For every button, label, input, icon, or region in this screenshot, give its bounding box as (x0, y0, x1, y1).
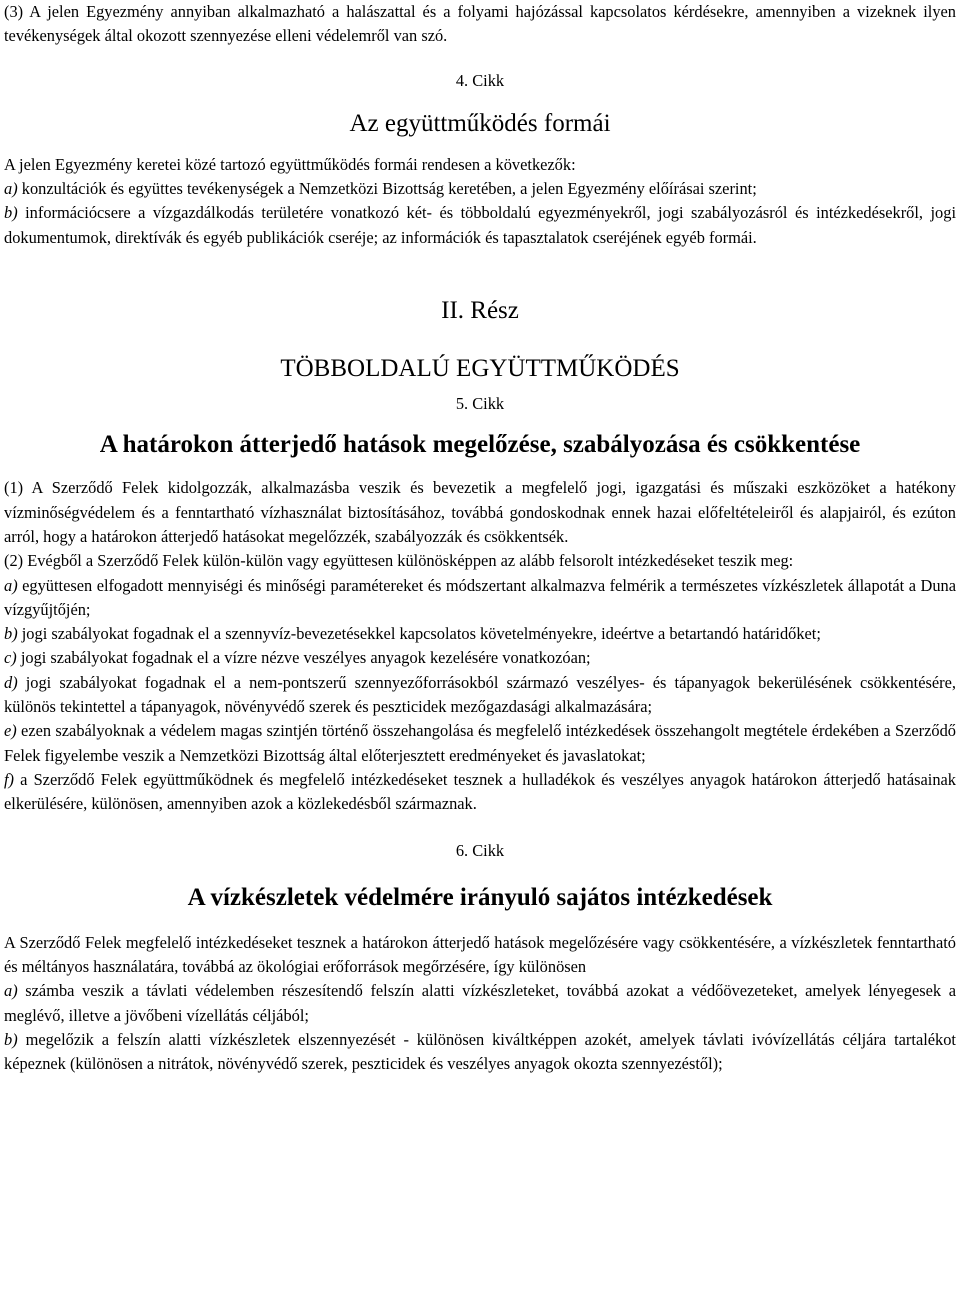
article-4-label: 4. Cikk (455, 70, 505, 90)
item-text: megelőzik a felszín alatti vízkészletek elszennyezését - különösen kiváltképpen azokét, amelyek távlati ivóvízellátás céljára tartalékot képeznek (különösen a nitrátok, növényvédő szerek, peszticidek és veszélyes anyagok okozta szennyezéstől); (4, 1030, 956, 1074)
part-2-title: TÖBBOLDALÚ EGYÜTTMŰKÖDÉS (280, 355, 680, 383)
item-text: jogi szabályokat fogadnak el a szennyvíz-bevezetésekkel kapcsolatos követelményekre, ideértve a betartandó határidőket; (17, 624, 821, 644)
item-marker: a) (4, 981, 18, 1001)
item-marker: b) (4, 203, 18, 223)
item-text: ezen szabályoknak a védelem magas szintjén történő összehangolása és megfelelő intézkedések összehangolt megtétele érdekében a Szerződő Felek figyelembe veszik a Nemzetközi Bizottság által előterjesztett eredményeket és javaslatokat; (4, 721, 956, 765)
item-marker: a) (4, 179, 18, 199)
article-6-title: A vízkészletek védelmére irányuló sajátos intézkedések (187, 883, 773, 911)
item-text: jogi szabályokat fogadnak el a nem-pontszerű szennyezőforrásokból származó veszélyes- és tápanyagok bekerülésének csökkentésére, különös tekintettel a tápanyagok, növényvédő szerek és peszticidek mezőgazdasági alkalmazására; (4, 672, 956, 717)
item-marker: f) (4, 769, 15, 789)
item-marker: b) (4, 624, 18, 644)
article-5-title: A határokon átterjedő hatások megelőzése, szabályozása és csökkentése (99, 431, 861, 459)
article-4-lead: A jelen Egyezmény keretei közé tartozó együttműködés formái rendesen a következők: (4, 154, 576, 174)
item-marker: a) (4, 575, 18, 595)
item-marker: e) (4, 721, 17, 741)
article-5-item-e (4, 719, 956, 768)
article-5-paragraph-2: (2) Evégből a Szerződő Felek külön-külön vagy együttesen különösképpen az alább felsorolt intézkedéseket teszik meg: (4, 551, 794, 571)
article-4-title: Az együttműködés formái (349, 109, 611, 137)
article-6-label: 6. Cikk (455, 840, 505, 860)
item-text: konzultációk és együttes tevékenységek a Nemzetközi Bizottság keretében, a jelen Egyezmény előírásai szerint; (17, 179, 757, 199)
article-6-item-b (4, 1028, 956, 1077)
item-text: számba veszik a távlati védelemben részesítendő felszín alatti vízkészleteket, továbbá azokat a védőövezeteket, amelyek lényegesek a meglévő, illetve a jövőbeni vízellátás céljából; (4, 981, 956, 1025)
article-5-item-f (4, 768, 956, 817)
item-marker: c) (4, 648, 17, 668)
article-5-paragraph-1: (1) A Szerződő Felek kidolgozzák, alkalmazásba veszik és bevezetik a megfelelő jogi, igazgatási és műszaki eszközöket a hatékony vízminőségvédelem és a fenntartható vízhasználat biztosításához, továbbá gondoskodnak ennek hazai előfeltételeiről és alapjairól, és ezúton arról, hogy a határokon átterjedő hatásokat megelőzzék, szabályozzák és csökkentsék. (4, 478, 956, 546)
item-text: együttesen elfogadott mennyiségi és minőségi paramétereket és módszertant alkalmazva felmérik a természetes vízkészletek állapotát a Duna vízgyűjtőjén; (4, 575, 956, 619)
article-6-item-a (4, 979, 956, 1028)
article-5-label: 5. Cikk (455, 394, 505, 414)
item-text: a Szerződő Felek együttműködnek és megfelelő intézkedéseket tesznek a hulladékok és veszélyes anyagok határokon átterjedő hatásainak elkerülésére, különösen, amennyiben azok a közlekedésből származnak. (4, 769, 956, 814)
article-5-item-b (4, 622, 956, 646)
article-4-item-b (4, 201, 956, 250)
article-5-item-c (4, 646, 956, 670)
item-text: jogi szabályokat fogadnak el a vízre nézve veszélyes anyagok kezelésére vonatkozóan; (16, 648, 591, 668)
article-5-item-d (4, 671, 956, 720)
item-marker: d) (4, 672, 18, 692)
part-2-label: II. Rész (441, 297, 519, 325)
item-text: információcsere a vízgazdálkodás területére vonatkozó két- és többoldalú egyezményekről, jogi szabályozásról és intézkedésekről, jogi dokumentumok, direktívák és egyéb publikációk cseréje; az információk és tapasztalatok cseréjének egyéb formái. (4, 203, 956, 247)
article-4-item-a (4, 177, 956, 201)
item-marker: b) (4, 1030, 18, 1050)
intro-paragraph: (3) A jelen Egyezmény annyiban alkalmazható a halászattal és a folyami hajózással kapcsolatos kérdésekre, amennyiben a vizeknek ilyen tevékenységek által okozott szennyezése elleni védelemről van szó. (4, 2, 956, 46)
article-6-lead: A Szerződő Felek megfelelő intézkedéseket tesznek a határokon átterjedő hatások megelőzésére vagy csökkentésére, a vízkészletek fenntartható és méltányos használatára, továbbá az ökológiai erőforrások megőrzésére, így különösen (4, 932, 956, 977)
article-5-item-a (4, 574, 956, 623)
